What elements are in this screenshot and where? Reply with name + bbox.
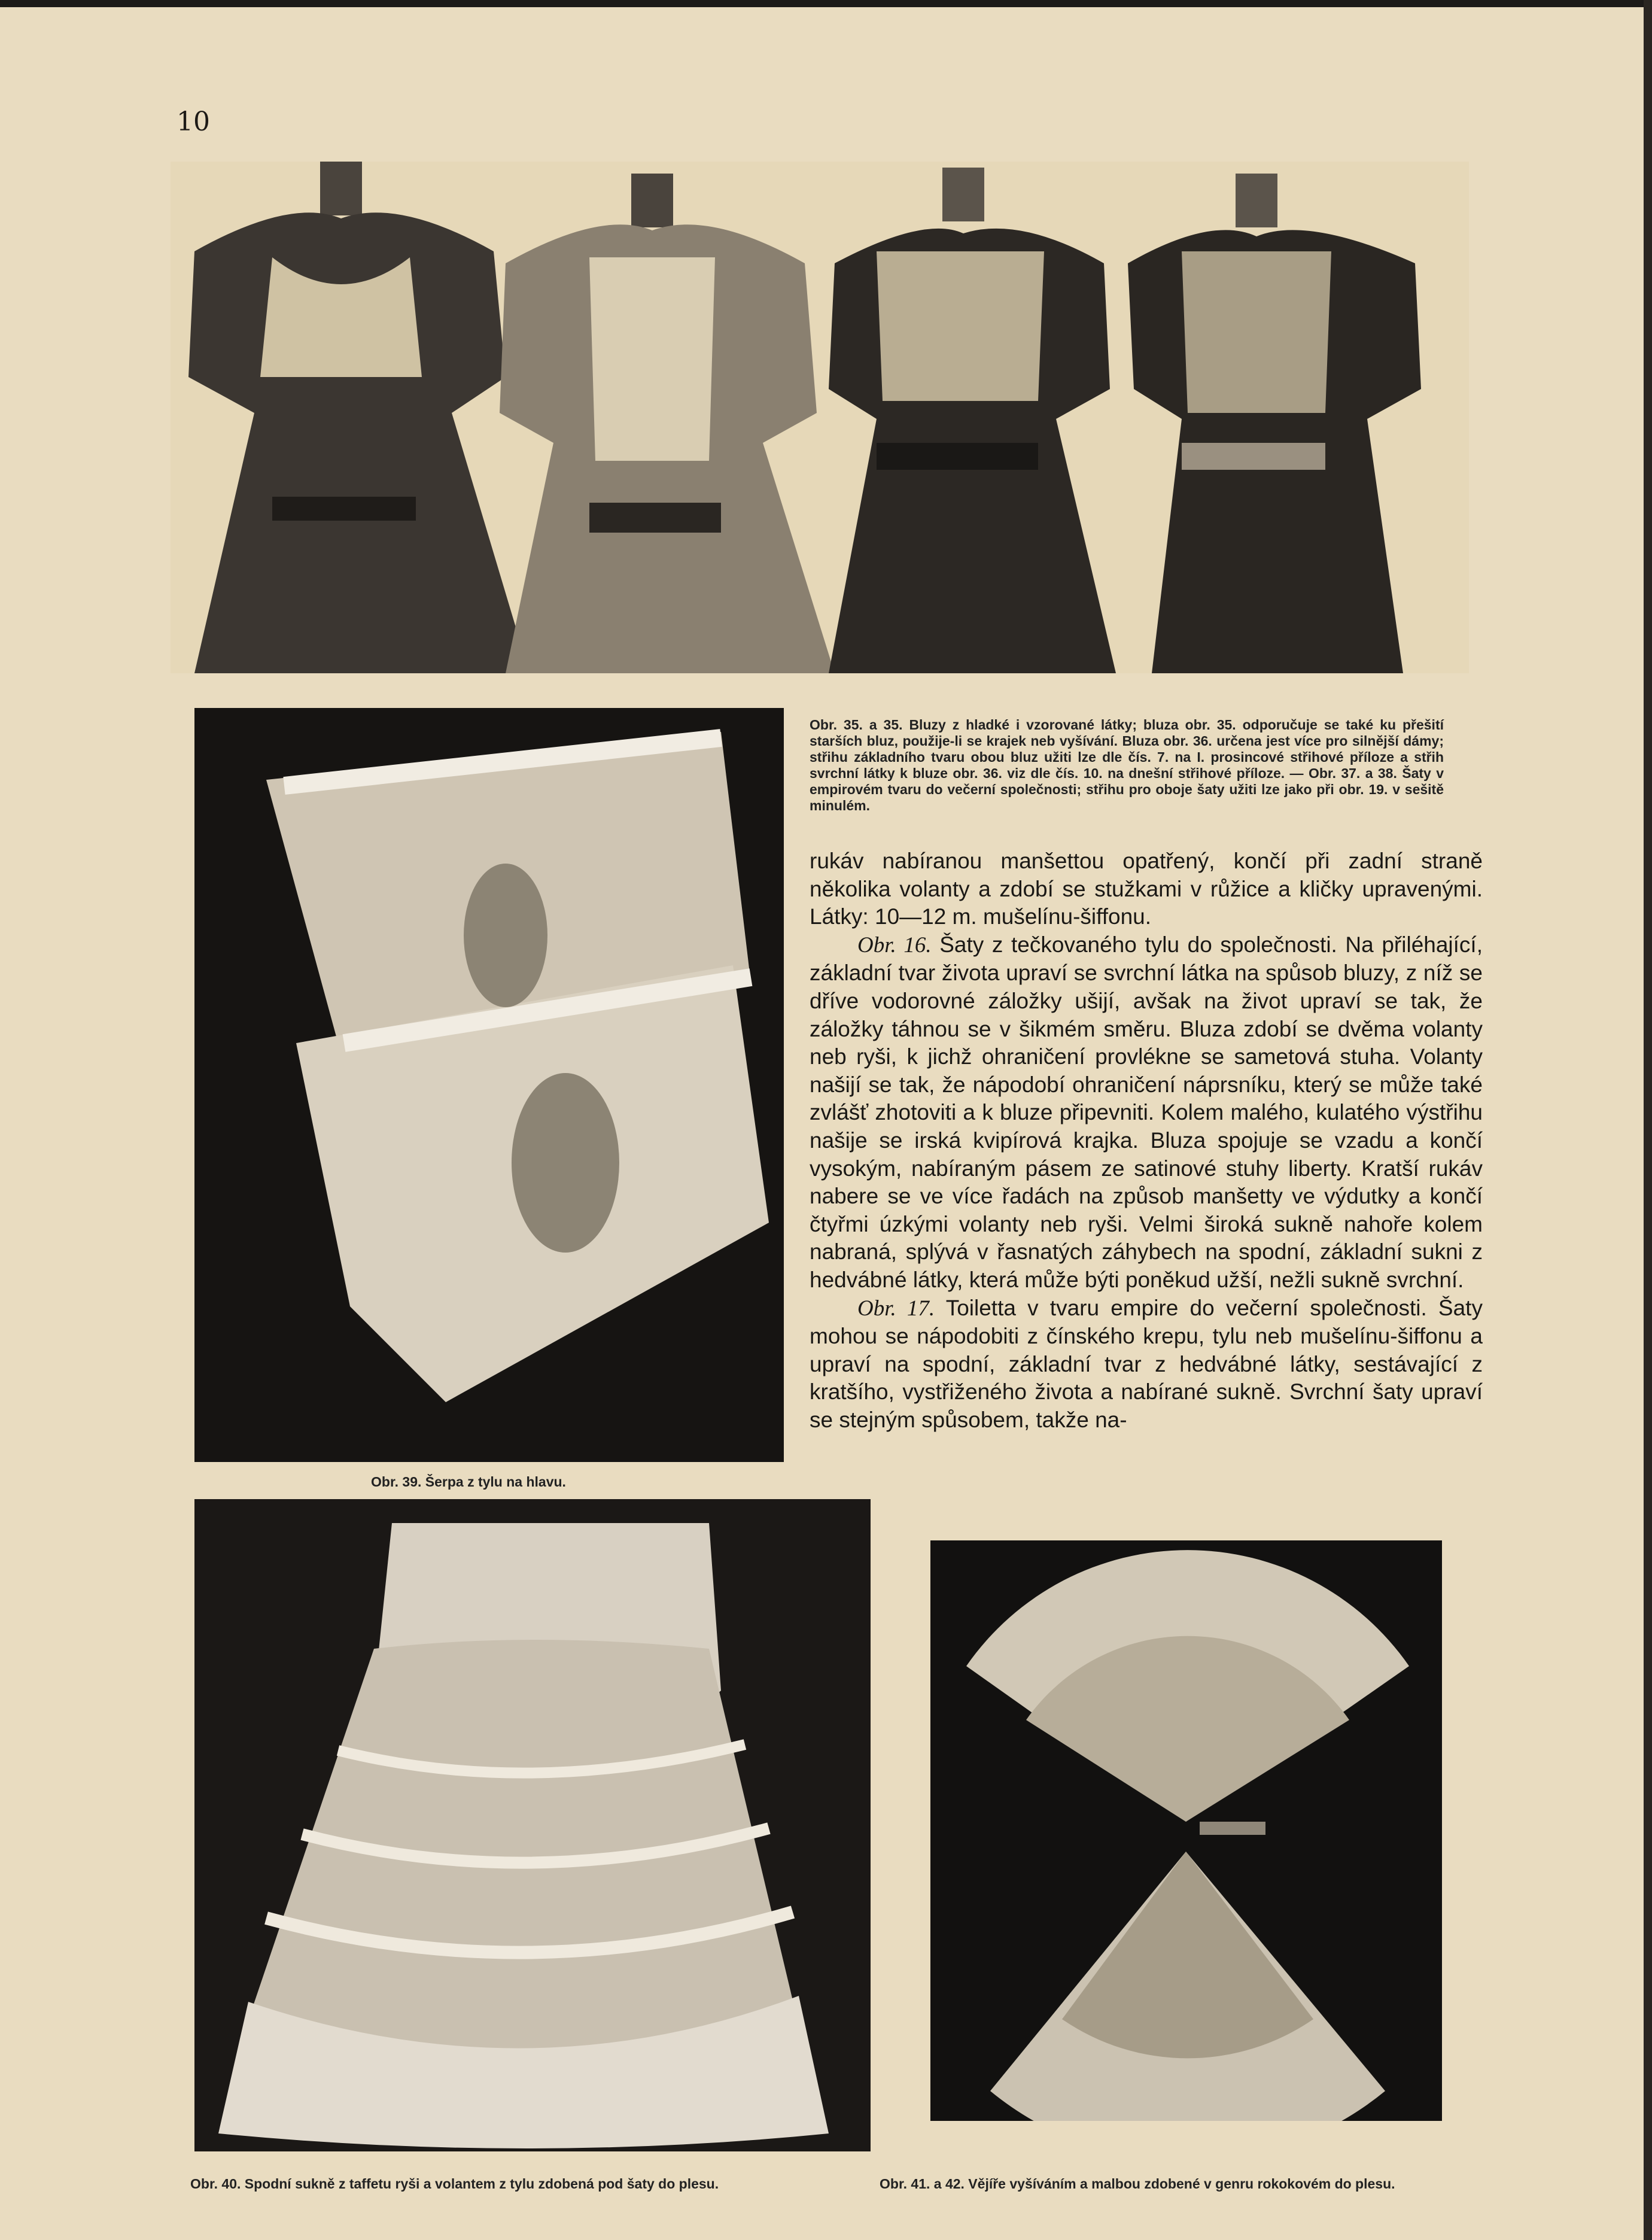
figure-caption-35-38: Obr. 35. a 35. Bluzy z hladké i vzorované látky; bluza obr. 35. odporučuje se také ku přešití starších bluz, použije-li se krajek neb vyšívání. Bluza obr. 36. určena jest více pro silnější dámy; střihu základního tvaru obou bluz užiti lze dle čís. 7. na I. prosincové střihové příloze a střih svrchní látky k bluze obr. 36. viz dle čís. 10. na dnešní střihové příloze. — Obr. 37. a 38. Šaty v empirovém tvaru do večerní společnosti; střihu pro oboje šaty užiti lze jako při obr. 19. v sešitě minulém. — [810, 717, 1444, 813]
paragraph-1: rukáv nabíranou manšettou opatřený, končí při zadní straně několika volanty a zdobí se stužkami v růžice a kličky upravenými. Látky: 10—12 m. mušelínu-šiffonu. — [810, 849, 1483, 929]
blouses-illustration — [171, 162, 1469, 673]
page-number: 10 — [177, 107, 210, 137]
figure-ref-17: Obr. 17. — [857, 1296, 935, 1321]
page-right-edge — [1644, 0, 1652, 2240]
paragraph-3-text: Toiletta v tvaru empire do večerní společnosti. Šaty mohou se nápodobiti z čínského krepu, tylu neb mušelínu-šiffonu a upraví na spodní, základní tvar z hedvábné látky, sestávající z kratšího, vystřiženého života a nabírané sukně. Svrchní šaty upraví se stejným spůsobem, takže na- — [810, 1295, 1483, 1432]
paragraph-3 — [810, 1294, 1483, 1434]
figure-caption-40: Obr. 40. Spodní sukně z taffetu ryši a volantem z tylu zdobená pod šaty do plesu. — [190, 2176, 719, 2192]
paragraph-2-text: Šaty z tečkovaného tylu do společnosti. Na přiléhající, základní tvar života upraví se svrchní látka na spůsob bluzy, z níž se dříve vodorovné záložky ušijí, avšak na život upraví se tak, že záložky táhnou se v šikmém směru. Bluza zdobí se dvěma volanty neb ryši, k jichž ohraničení provlékne se sametová stuha. Volanty našijí se tak, že nápodobí ohraničení náprsníku, který se může také zvlášť zhotoviti a k bluze připevniti. Kolem malého, kulatého výstřihu našije se irská kvipírová krajka. Bluza spojuje se vzadu a končí vysokým, nabíraným pásem ze satinové stuhy liberty. Kratší rukáv nabere se ve více řadách na způsob manšetty ve výdutky a končí čtyřmi úzkými volanty neb ryši. Velmi široká sukně nahoře kolem nabraná, splývá v řasnatých záhybech na spodní, základní sukni z hedvábné látky, která může býti poněkud užší, nežli sukně svrchní. — [810, 932, 1483, 1292]
figure-caption-41-42: Obr. 41. a 42. Vějíře vyšíváním a malbou zdobené v genru rokokovém do plesu. — [880, 2176, 1395, 2192]
petticoat-photo — [194, 1499, 871, 2151]
figure-caption-39: Obr. 39. Šerpa z tylu na hlavu. — [371, 1474, 566, 1490]
page-top-edge — [0, 0, 1652, 7]
fans-photo — [930, 1540, 1442, 2121]
figure-ref-16: Obr. 16. — [857, 932, 932, 958]
article-body — [810, 847, 1483, 1434]
scarf-photo — [194, 708, 784, 1462]
paragraph-2 — [810, 931, 1483, 1294]
